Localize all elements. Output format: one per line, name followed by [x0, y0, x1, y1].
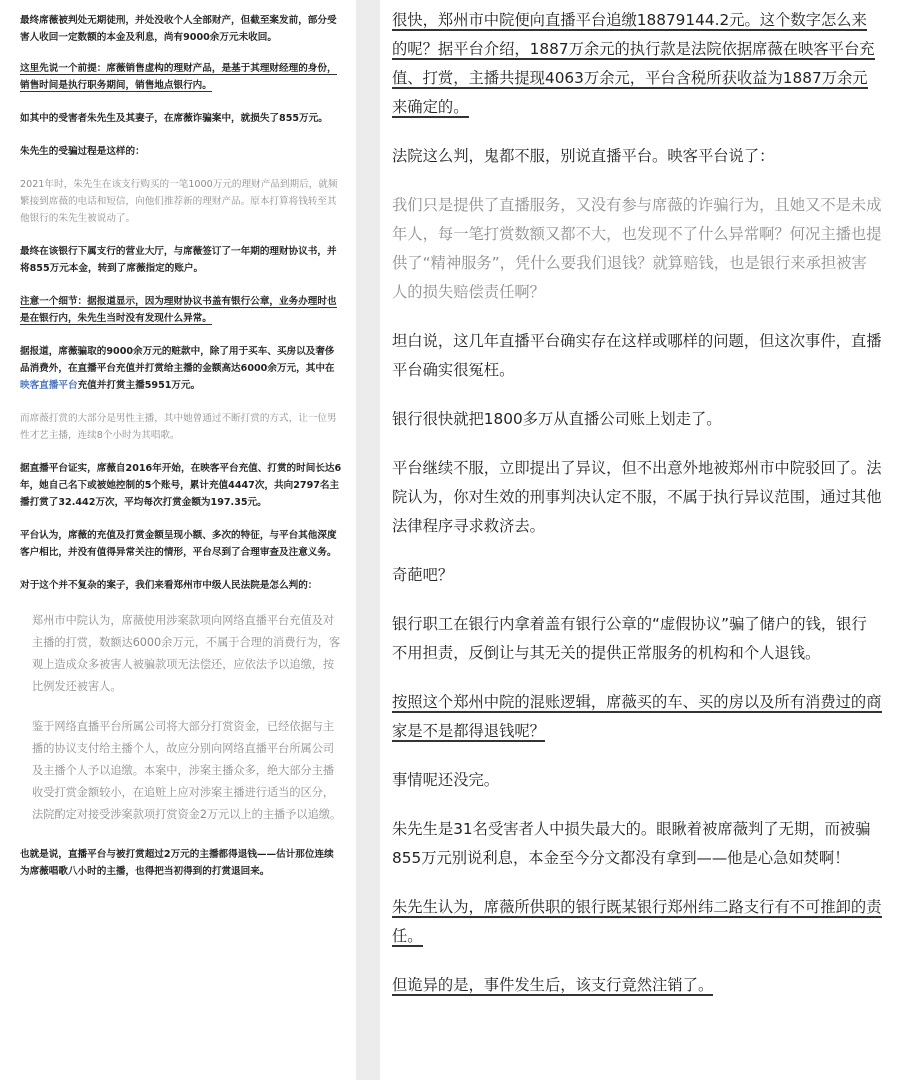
- underlined-cancelled: 但诡异的是，事件发生后，该支行竟然注销了。: [392, 976, 714, 994]
- paragraph-recovery: [392, 6, 882, 122]
- paragraph-biggest-loss: 朱先生是31名受害者人中损失最大的。眼瞅着被席薇判了无期，而被骗855万元别说利息，本金至今分文都没有拿到——他是心急如焚啊！: [392, 820, 871, 867]
- paragraph-premise: [20, 60, 342, 94]
- paragraph-spending: [20, 343, 342, 394]
- paragraph-bank-responsibility: [392, 893, 882, 951]
- paragraph-objection: 平台继续不服，立即提出了异议，但不出意外地被郑州市中院驳回了。法院认为，你对生效的刑事判决认定不服，不属于执行异议范围，通过其他法律程序寻求救济去。: [392, 459, 882, 535]
- paragraph-victim: 如其中的受害者朱先生及其妻子，在席薇诈骗案中，就损失了855万元。: [20, 113, 328, 124]
- paragraph-weird: 奇葩吧？: [392, 566, 454, 584]
- spending-text: 据报道，席薇骗取的9000余万元的赃款中，除了用于买车、买房以及奢侈品消费外，在直播平台充值并打赏给主播的金额高达6000余万元，其中在: [20, 346, 335, 374]
- quote-process: 2021年时，朱先生在该支行购买的一笔1000万元的理财产品到期后，就频繁接到席薇的电话和短信，向他们推荐新的理财产品。原本打算将钱转至其他银行的朱先生被说动了。: [20, 179, 338, 224]
- underlined-logic: 按照这个郑州中院的混账逻辑，席薇买的车、买的房以及所有消费过的商家是不是都得退钱呢？: [392, 693, 882, 740]
- paragraph-frankly: 坦白说，这几年直播平台确实存在这样或哪样的问题，但这次事件，直播平台确实很冤枉。: [392, 332, 882, 379]
- quote-inke-response: 我们只是提供了直播服务，又没有参与席薇的诈骗行为，且她又不是未成年人，每一笔打赏数额又都不大，也发现不了什么异常啊？何况主播也提供了“精神服务”，凭什么要我们退钱？就算赔钱，也是银行来承担被害人的损失赔偿责任啊？: [392, 196, 882, 301]
- quote-male-anchors: 而席薇打赏的大部分是男性主播，其中她曾通过不断打赏的方式，让一位男性才艺主播，连续8个小时为其唱歌。: [20, 413, 337, 441]
- column-divider: [356, 0, 380, 1080]
- paragraph-platform-evidence: 据直播平台证实，席薇自2016年开始，在映客平台充值、打赏的时间长达6年，她自己名下或被她控制的5个账号，累计充值4447次，共向2797名主播打赏了32.442万次，平均每次打赏金额为197.35元。: [20, 463, 342, 508]
- underlined-detail: 注意一个细节：据报道显示，因为理财协议书盖有银行公章，业务办理时也是在银行内，朱先生当时没有发现什么异常。: [20, 296, 337, 324]
- paragraph-logic: [392, 688, 882, 746]
- paragraph-detail: [20, 293, 342, 327]
- paragraph-process-heading: 朱先生的受骗过程是这样的：: [20, 146, 145, 157]
- paragraph-not-over: 事情呢还没完。: [392, 771, 500, 789]
- paragraph-platform-view: 平台认为，席薇的充值及打赏金额呈现小额、多次的特征，与平台其他深度客户相比，并没有值得异常关注的情形，平台尽到了合理审查及注意义务。: [20, 530, 337, 558]
- paragraph-sentence: 最终席薇被判处无期徒刑，并处没收个人全部财产，但截至案发前，部分受害人收回一定数额的本金及利息，尚有9000余万元未收回。: [20, 15, 337, 43]
- paragraph-transfer: 银行很快就把1800多万从直播公司账上划走了。: [392, 410, 722, 428]
- paragraph-agreement: 最终在该银行下属支行的营业大厅，与席薇签订了一年期的理财协议书，并将855万元本金，转到了席薇指定的账户。: [20, 246, 337, 274]
- paragraph-conclusion: 也就是说，直播平台与被打赏超过2万元的主播都得退钱——估计那位连续为席薇唱歌八小时的主播，也得把当初得到的打赏退回来。: [20, 849, 334, 877]
- paragraph-court-intro: 对于这个并不复杂的案子，我们来看郑州市中级人民法院是怎么判的：: [20, 580, 318, 591]
- underlined-recovery: 很快，郑州市中院便向直播平台追缴18879144.2元。这个数字怎么来的呢？据平台介绍，1887万余元的执行款是法院依据席薇在映客平台充值、打赏，主播共提现4063万余元，平台含税所获收益为1887万余元来确定的。: [392, 11, 875, 116]
- spending-text-end: 充值并打赏主播5951万元。: [77, 380, 201, 391]
- underlined-premise: 这里先说一个前提：席薇销售虚构的理财产品，是基于其理财经理的身份，销售时间是执行职务期间，销售地点银行内。: [20, 63, 337, 91]
- inke-platform-link[interactable]: 映客直播平台: [20, 380, 78, 391]
- court-quote-2: 鉴于网络直播平台所属公司将大部分打赏资金，已经依据与主播的协议支付给主播个人，故应分别向网络直播平台所属公司及主播个人予以追缴。本案中，涉案主播众多，绝大部分主播收受打赏金额较小，在追赃上应对涉案主播进行适当的区分，法院酌定对接受涉案款项打赏资金2万元以上的主播予以追缴。: [32, 720, 342, 821]
- paragraph-cancelled: [392, 971, 882, 1000]
- right-article-column: [380, 0, 900, 1080]
- left-article-column: [0, 0, 356, 1080]
- underlined-responsibility: 朱先生认为，席薇所供职的银行既某银行郑州纬二路支行有不可推卸的责任。: [392, 898, 882, 945]
- court-quote-1: 郑州市中院认为，席薇使用涉案款项向网络直播平台充值及对主播的打赏，数额达6000余万元，不属于合理的消费行为，客观上造成众多被害人被骗款项无法偿还，应依法予以追缴，按比例发还被害人。: [32, 614, 341, 693]
- paragraph-bank-staff: 银行职工在银行内拿着盖有银行公章的“虚假协议”骗了储户的钱，银行不用担责，反倒让与其无关的提供正常服务的机构和个人退钱。: [392, 615, 867, 662]
- paragraph-unconvinced: 法院这么判，鬼都不服，别说直播平台。映客平台说了：: [392, 147, 775, 165]
